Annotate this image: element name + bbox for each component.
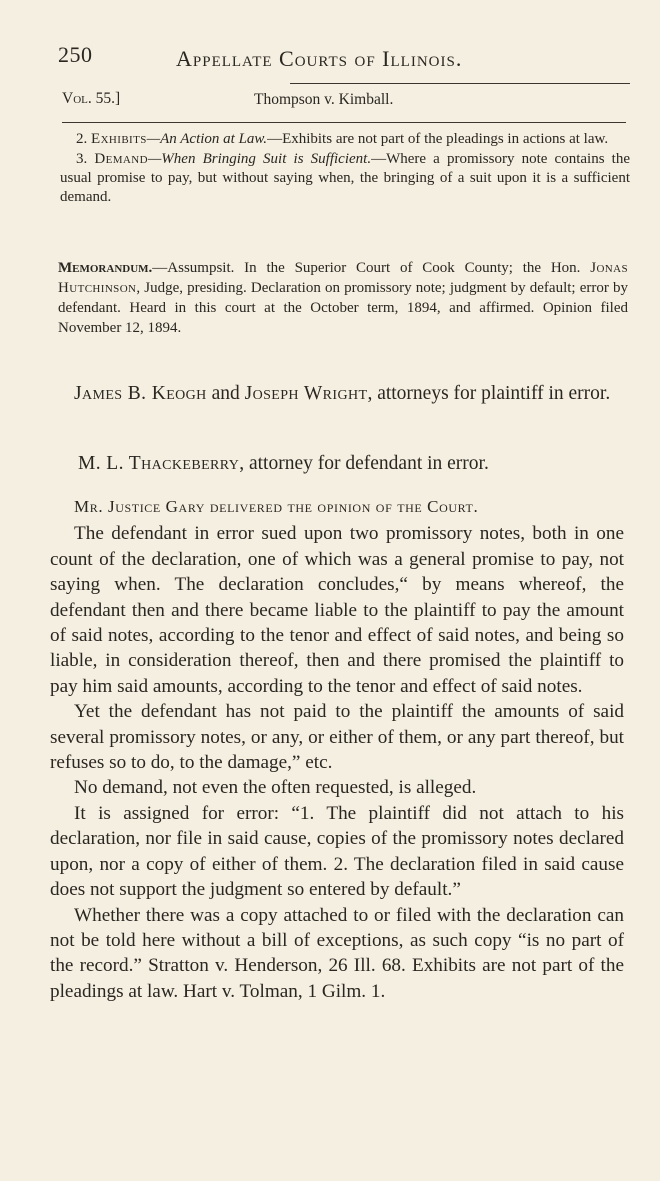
opinion-body bbox=[50, 494, 624, 1004]
case-title: Thompson v. Kimball. bbox=[254, 91, 394, 108]
conjunction: and bbox=[206, 383, 245, 404]
headnote bbox=[60, 150, 630, 207]
subhead-rule bbox=[62, 122, 626, 123]
volume-label: Vol. 55.] bbox=[62, 90, 121, 107]
plaintiff-attorneys bbox=[58, 382, 628, 405]
attorney-role: , attorney for defendant in error. bbox=[239, 453, 489, 474]
attorney-name: Joseph Wright bbox=[244, 383, 368, 404]
opinion-paragraph: No demand, not even the often requested, is alleged. bbox=[74, 777, 477, 799]
headnote-topic: Demand bbox=[94, 151, 148, 167]
defendant-attorney bbox=[58, 452, 628, 476]
opinion-paragraph: Whether there was a copy attached to or filed with the declaration can not be told here without a bill of exceptions, as such copy “is no part of the record.” Stratton v. Henderson, 26 Ill. 68. Exhibits are not part of the pleadings at law. Hart v. Tolman, 1 Gilm. 1. bbox=[50, 904, 624, 1002]
headnote-number: 3. bbox=[76, 151, 88, 167]
opinion-paragraph: Yet the defendant has not paid to the plaintiff the amounts of said several promissory notes, or any, or either of them, or any part thereof, but refuses so to do, to the damage,” etc. bbox=[50, 701, 624, 774]
memorandum-text: —Assumpsit. In the Superior Court of Cook County; the Hon. bbox=[152, 260, 591, 276]
headnote-text: —Exhibits are not part of the pleadings in actions at law. bbox=[267, 131, 609, 147]
memorandum-label: Memorandum. bbox=[58, 260, 153, 276]
headnote-subtopic: —When Bringing Suit is Sufficient. bbox=[147, 151, 372, 167]
opinion-paragraph: It is assigned for error: “1. The plaintiff did not attach to his declaration, nor file in said cause, copies of the promissory notes declared upon, nor a copy of either of them. 2. The declaration filed in said cause does not support the judgment so entered by default.” bbox=[50, 802, 624, 901]
headnotes bbox=[60, 130, 630, 208]
header-rule bbox=[290, 83, 630, 84]
judge-name: Jonas Hutchinson bbox=[58, 260, 628, 296]
opinion-paragraph: The defendant in error sued upon two promissory notes, both in one count of the declaration, one of which was a general promise to pay, not saying when. The declaration concludes,“ by means whereof, the defendant then and there became liable to the plaintiff to pay the amount of said notes, according to the tenor and effect of said notes, and being so liable, in consideration thereof, then and there promised the plaintiff to pay him said amounts, according to the tenor and effect of said notes. bbox=[50, 523, 624, 697]
memorandum-text: , Judge, presiding. Declaration on promissory note; judgment by default; error by defendant. Heard in this court at the October term, 1894, and affirmed. Opinion filed November 12, 1894. bbox=[58, 280, 628, 336]
case-subhead bbox=[62, 90, 622, 114]
opinion-heading: Mr. Justice Gary delivered the opinion of the Court. bbox=[74, 497, 479, 516]
headnote-text: —Where a promissory note contains the usual promise to pay, but without saying when, the bringing of a suit upon it is a sufficient demand. bbox=[60, 151, 631, 205]
headnote-subtopic: —An Action at Law. bbox=[146, 131, 268, 147]
memorandum bbox=[58, 258, 628, 338]
headnote-number: 2. bbox=[76, 131, 88, 147]
running-head bbox=[58, 42, 528, 76]
headnote-topic: Exhibits bbox=[91, 131, 147, 147]
attorney-role: , attorneys for plaintiff in error. bbox=[367, 383, 611, 404]
attorney-name: M. L. Thackeberry bbox=[78, 453, 240, 474]
page-number: 250 bbox=[58, 42, 93, 67]
headnote bbox=[60, 130, 630, 149]
running-title: Appellate Courts of Illinois. bbox=[176, 46, 463, 71]
attorney-name: James B. Keogh bbox=[74, 383, 207, 404]
